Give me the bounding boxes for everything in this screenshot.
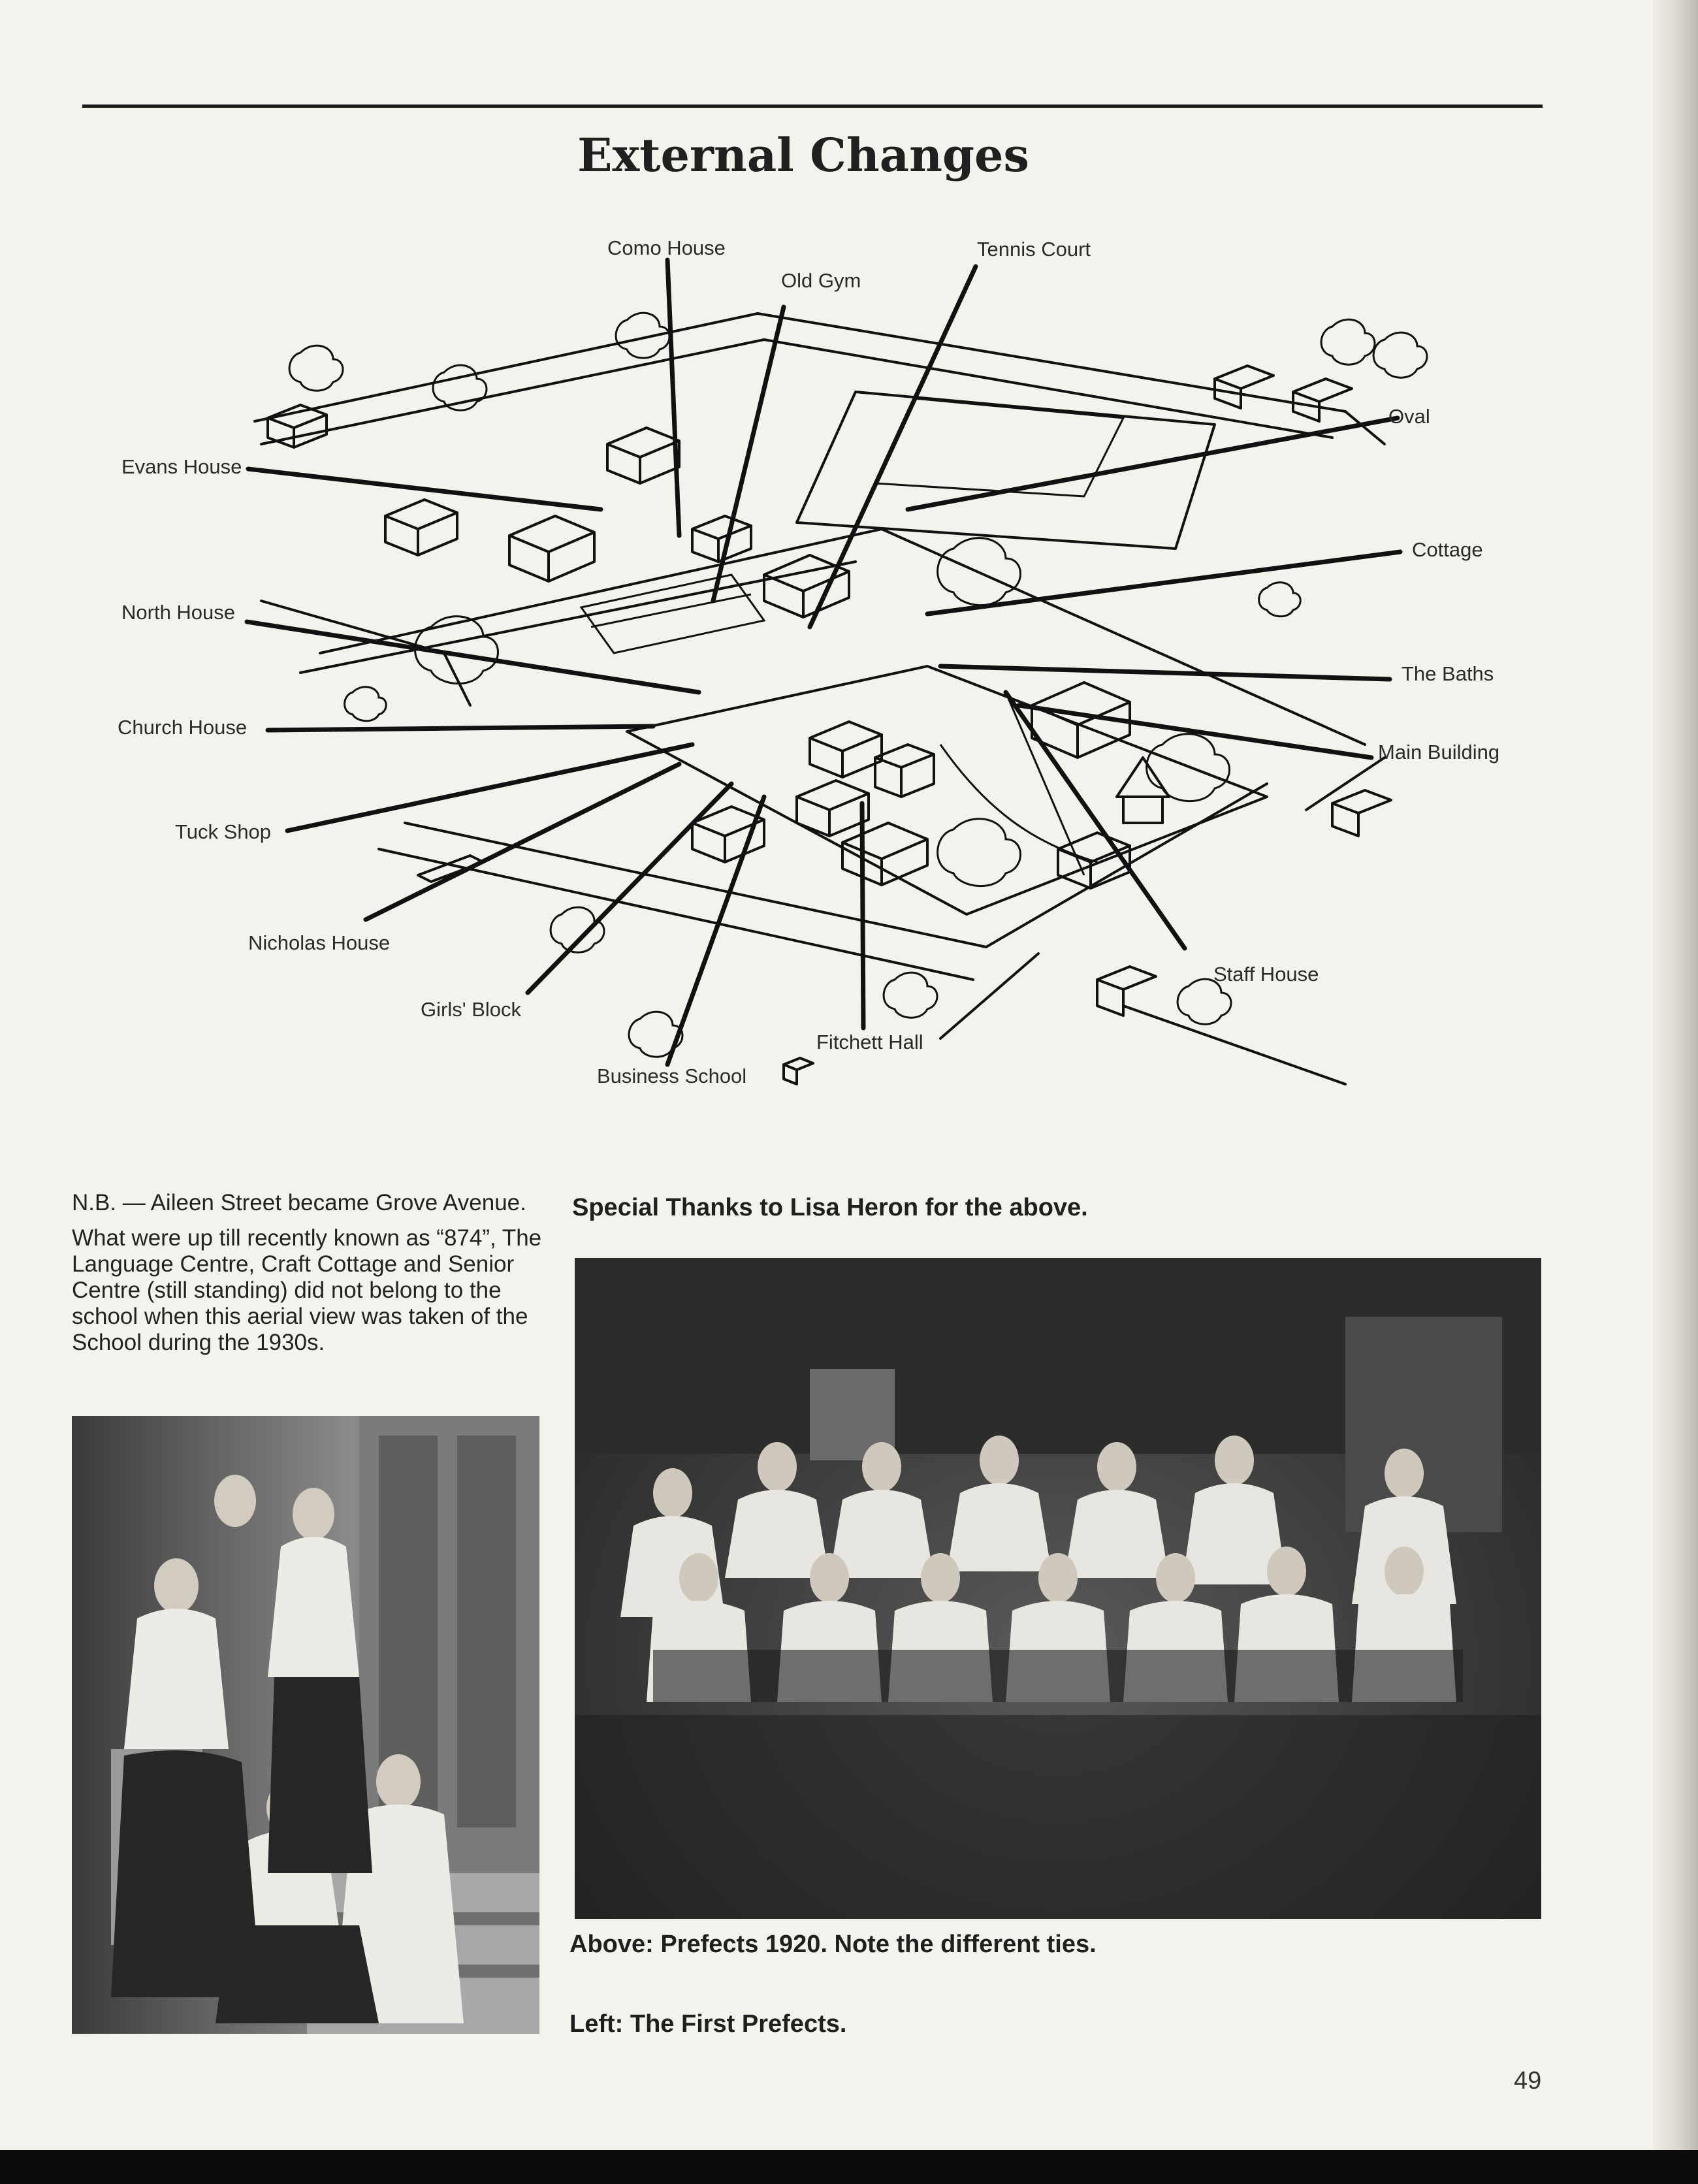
label-oval: Oval xyxy=(1388,405,1430,428)
aerial-map xyxy=(104,222,1541,1110)
map-leader-lines xyxy=(247,260,1400,1065)
note-line-2: What were up till recently known as “874”, The Language Centre, Craft Cottage and Senior Centre (still standing) did not belong to the school when this aerial view was taken of the School during the 1930s. xyxy=(72,1225,542,1355)
page-spine-shadow xyxy=(1652,0,1698,2150)
caption-left: Left: The First Prefects. xyxy=(569,2010,847,2038)
label-girls-block: Girls' Block xyxy=(421,998,522,1021)
label-old-gym: Old Gym xyxy=(781,269,861,292)
first-prefects-figures xyxy=(72,1416,539,2034)
label-the-baths: The Baths xyxy=(1402,662,1494,685)
label-nicholas-house: Nicholas House xyxy=(248,931,391,954)
page-title: External Changes xyxy=(577,128,1029,182)
map-labels xyxy=(118,236,1499,1087)
first-prefects-photo xyxy=(72,1416,539,2034)
caption-above: Above: Prefects 1920. Note the different ties. xyxy=(569,1931,1097,1958)
scan-bottom-edge xyxy=(0,2150,1698,2184)
page-number: 49 xyxy=(1514,2067,1542,2095)
label-cottage: Cottage xyxy=(1412,538,1483,561)
label-business-school: Business School xyxy=(597,1065,747,1087)
note-line-1: N.B. — Aileen Street became Grove Avenue. xyxy=(72,1190,526,1215)
label-evans-house: Evans House xyxy=(121,455,242,478)
label-tuck-shop: Tuck Shop xyxy=(175,820,272,843)
label-como-house: Como House xyxy=(607,236,726,259)
header-rule xyxy=(82,104,1543,108)
prefects-1920-figures xyxy=(575,1258,1541,1919)
prefects-1920-photo xyxy=(575,1258,1541,1919)
label-church-house: Church House xyxy=(118,716,248,739)
label-staff-house: Staff House xyxy=(1213,963,1319,986)
note-text xyxy=(72,1190,555,1365)
label-main-building: Main Building xyxy=(1378,741,1500,763)
special-thanks: Special Thanks to Lisa Heron for the above. xyxy=(572,1194,1088,1221)
label-north-house: North House xyxy=(121,601,236,624)
label-fitchett-hall: Fitchett Hall xyxy=(816,1031,923,1053)
label-tennis-court: Tennis Court xyxy=(977,238,1091,261)
